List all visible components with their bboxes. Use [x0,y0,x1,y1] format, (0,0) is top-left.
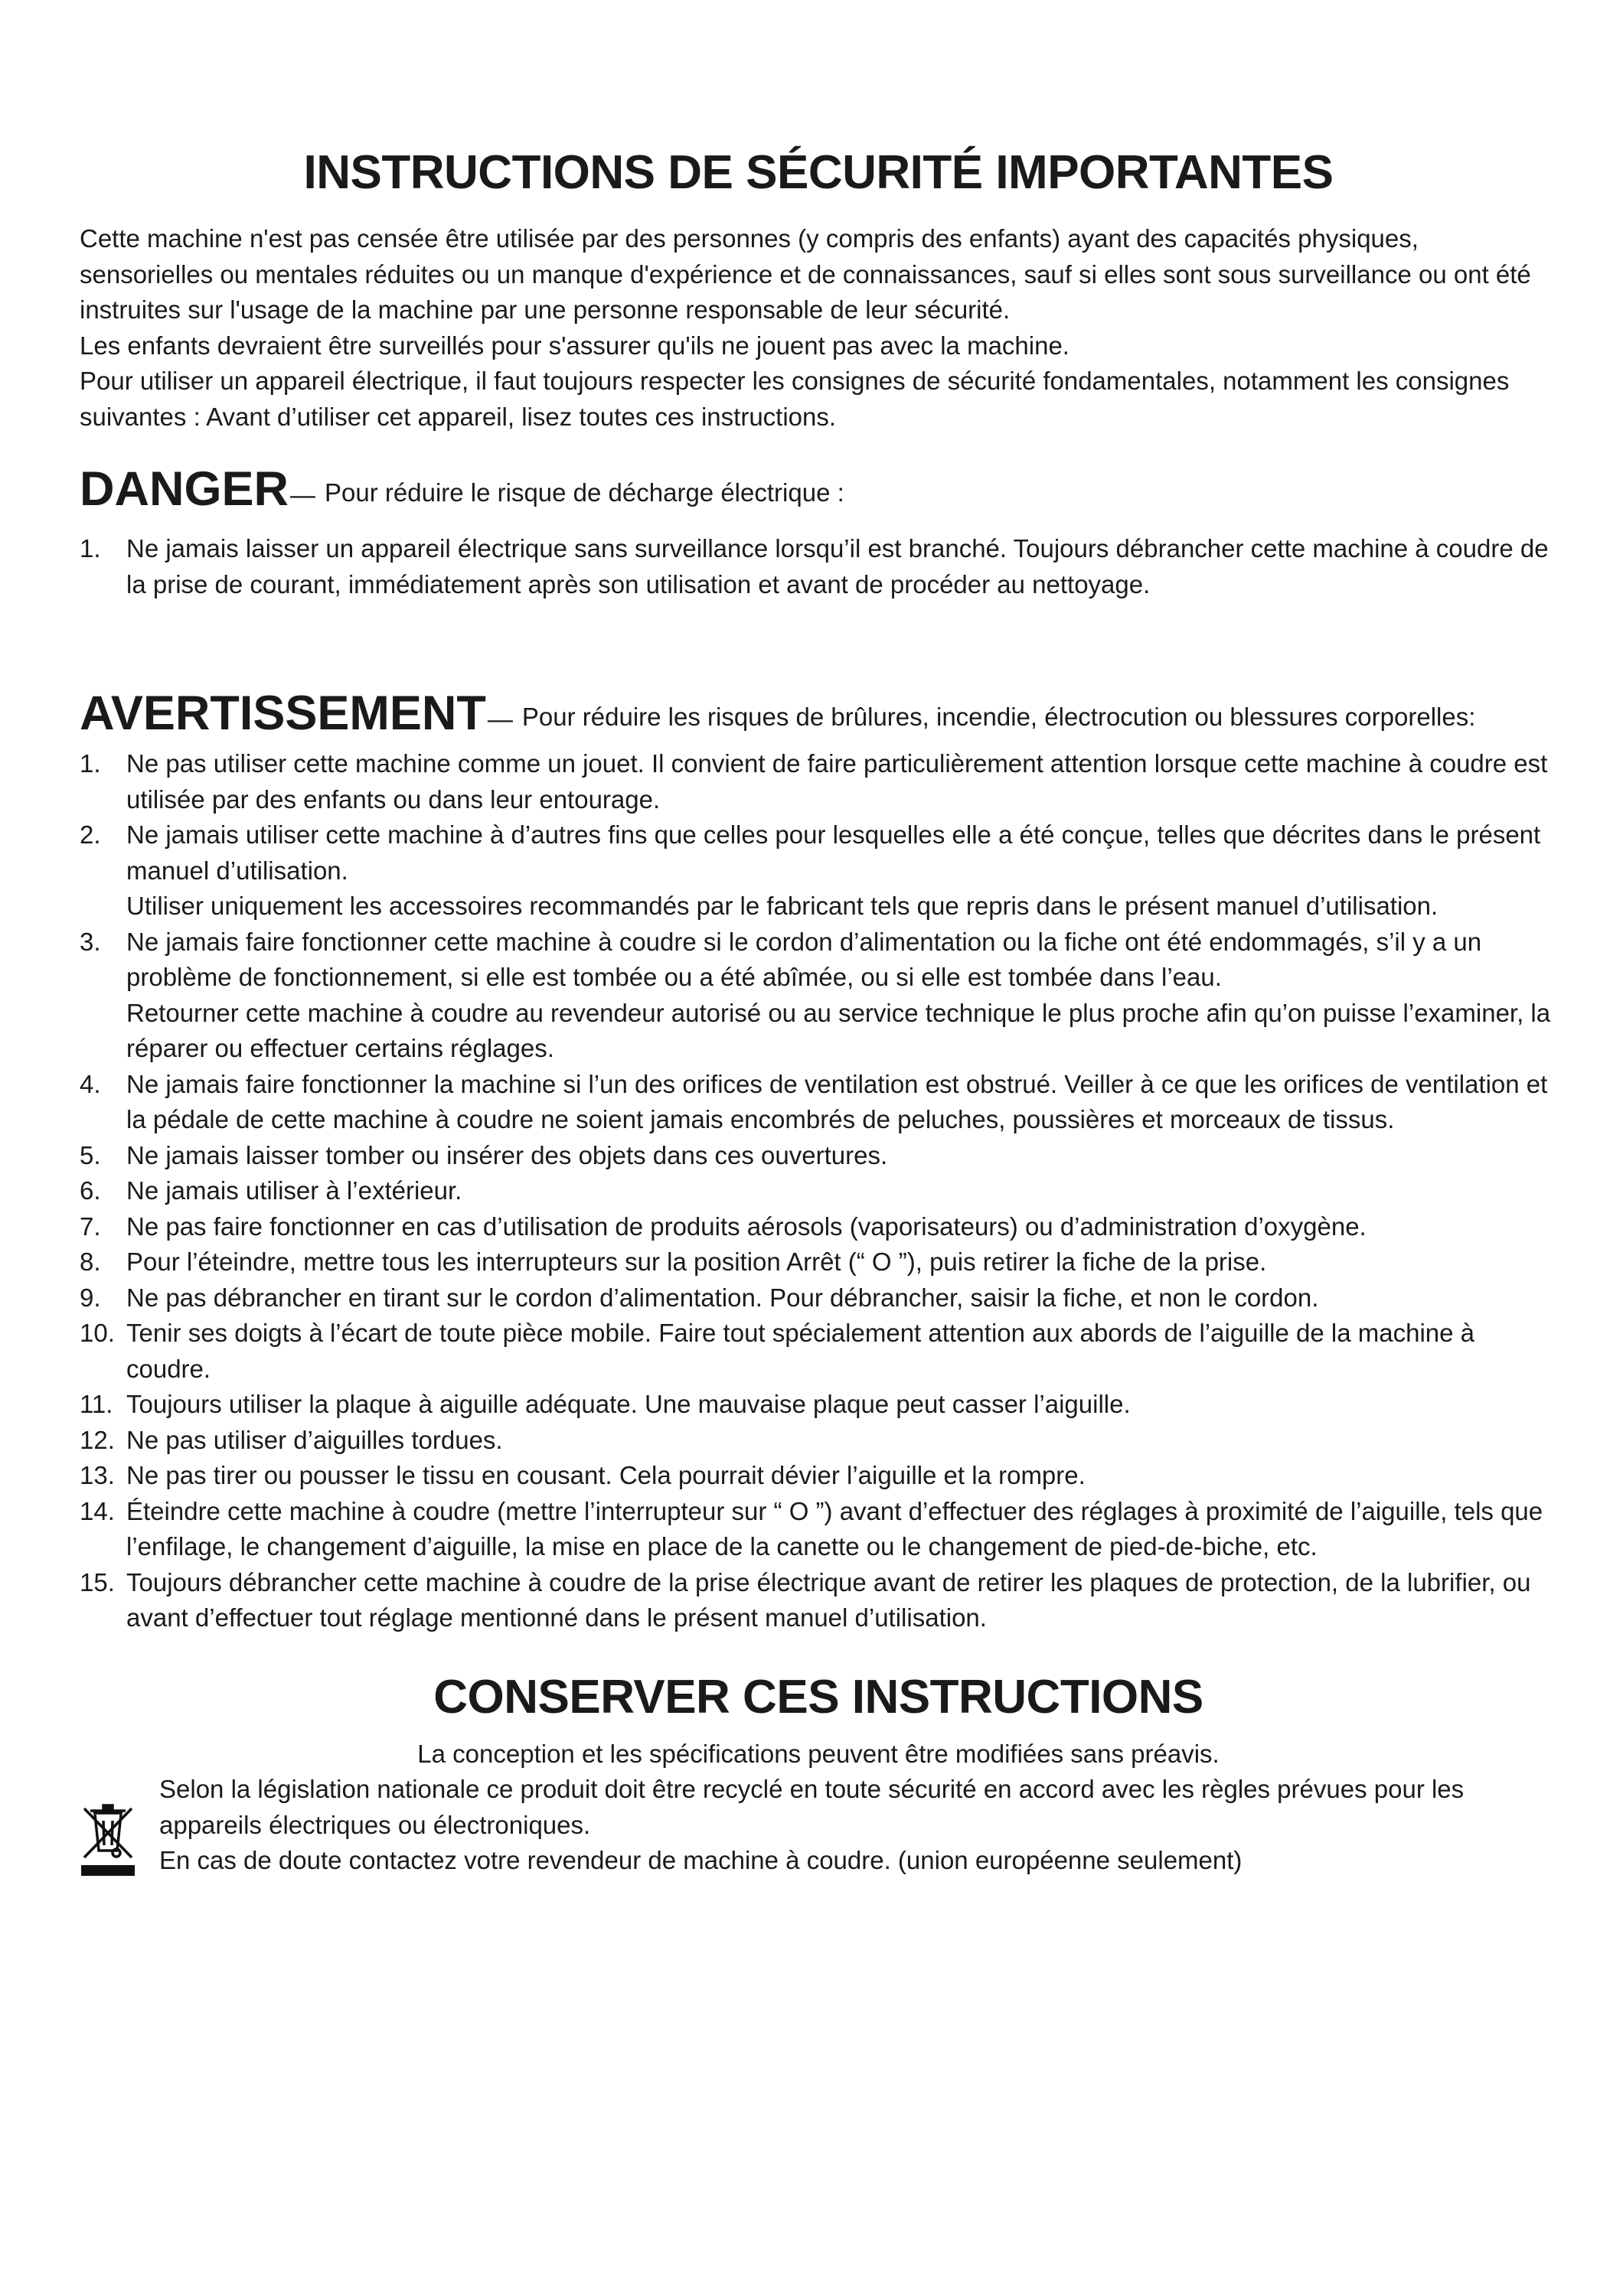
item-paragraph: Éteindre cette machine à coudre (mettre l’interrupteur sur “ O ”) avant d’effectuer des réglages à proximité de l’aiguille, tels que l’enfilage, le changement d’aiguille, la mise en place de la canette ou le changement de pied-de-biche, etc. [126,1496,1543,1561]
conserve-title: CONSERVER CES INSTRUCTIONS [433,1670,1203,1724]
design-note: La conception et les spécifications peuvent être modifiées sans préavis. [417,1739,1220,1768]
item-text [126,1423,503,1459]
item-number: 15. [80,1567,115,1596]
item-text [126,1565,1557,1636]
warning-list [80,746,1557,1636]
warning-item [80,1423,1557,1459]
warning-item [80,1458,1557,1494]
intro-paragraph: Les enfants devraient être surveillés pour s'assurer qu'ils ne jouent pas avec la machine. [80,331,1069,360]
danger-list [80,531,1557,602]
warning-item [80,1280,1557,1316]
item-paragraph: Ne jamais faire fonctionner la machine si l’un des orifices de ventilation est obstrué. Veiller à ce que les orifices de ventilation et la pédale de cette machine à coudre ne soient jamais encombrés de peluches, poussières et morceaux de tissus. [126,1069,1548,1133]
warning-item [80,1387,1557,1423]
item-paragraph: Retourner cette machine à coudre au revendeur autorisé ou au service technique le plus proche afin qu’on puisse l’examiner, la réparer ou effectuer certains réglages. [126,998,1551,1062]
item-number: 6. [80,1176,101,1205]
intro-paragraph: Pour utiliser un appareil électrique, il faut toujours respecter les consignes de sécurité fondamentales, notamment les consignes suivantes : Avant d’utiliser cet appareil, lisez toutes ces instructions. [80,367,1510,431]
warning-item [80,746,1557,817]
warning-description: Pour réduire les risques de brûlures, incendie, électrocution ou blessures corporelles: [521,703,1476,731]
item-text [126,817,1557,925]
weee-crossed-bin-icon [80,1772,159,1887]
item-number: 1. [80,534,101,563]
danger-dash: — [290,481,316,509]
item-text [126,1244,1266,1280]
warning-item [80,1209,1557,1245]
warning-item [80,817,1557,925]
warning-dash: — [487,705,513,733]
item-paragraph: Ne jamais utiliser à l’extérieur. [126,1176,462,1205]
warning-item [80,1494,1557,1565]
item-text [126,1387,1131,1423]
item-text [126,1173,462,1209]
item-paragraph: Ne pas utiliser d’aiguilles tordues. [126,1425,503,1454]
danger-description: Pour réduire le risque de décharge électrique : [325,478,844,507]
item-number: 9. [80,1283,101,1312]
recycling-notice [80,1772,1557,1887]
item-text [126,1316,1557,1387]
item-number: 11. [80,1390,113,1418]
recycling-line: En cas de doute contactez votre revendeur de machine à coudre. (union européenne seulement) [159,1846,1243,1874]
item-paragraph: Ne jamais faire fonctionner cette machine à coudre si le cordon d’alimentation ou la fiche ont été endommagés, s’il y a un problème de fonctionnement, si elle est tombée ou a été abîmée, ou si elle est tombée dans l’eau. [126,927,1482,991]
item-paragraph: Toujours débrancher cette machine à coudre de la prise électrique avant de retirer les plaques de protection, de la lubrifier, ou avant d’effectuer tout réglage mentionné dans le présent manuel d’utilisation. [126,1567,1531,1632]
item-text [126,1458,1086,1494]
item-number: 3. [80,927,101,956]
recycling-line: Selon la législation nationale ce produit doit être recyclé en toute sécurité en accord avec les règles prévues pour les appareils électriques ou électroniques. [159,1775,1465,1839]
danger-item [80,531,1557,602]
item-paragraph: Toujours utiliser la plaque à aiguille adéquate. Une mauvaise plaque peut casser l’aiguille. [126,1390,1131,1418]
item-number: 7. [80,1212,101,1241]
page-title: INSTRUCTIONS DE SÉCURITÉ IMPORTANTES [303,146,1334,199]
warning-item [80,1316,1557,1387]
item-paragraph: Pour l’éteindre, mettre tous les interrupteurs sur la position Arrêt (“ O ”), puis retirer la fiche de la prise. [126,1247,1267,1276]
item-paragraph: Ne pas débrancher en tirant sur le cordon d’alimentation. Pour débrancher, saisir la fiche, et non le cordon. [126,1283,1319,1312]
recycling-text [159,1772,1557,1879]
item-number: 14. [80,1496,115,1525]
item-text [126,746,1557,817]
item-paragraph: Ne jamais laisser tomber ou insérer des objets dans ces ouvertures. [126,1140,888,1169]
document-page [80,145,1557,1887]
warning-item [80,925,1557,1067]
item-number: 1. [80,749,101,778]
item-text [126,1280,1318,1316]
item-number: 12. [80,1425,115,1454]
item-paragraph: Tenir ses doigts à l’écart de toute pièce mobile. Faire tout spécialement attention aux abords de l’aiguille de la machine à coudre. [126,1319,1475,1383]
item-number: 8. [80,1247,101,1276]
warning-item [80,1138,1557,1174]
item-number: 10. [80,1319,115,1347]
item-paragraph: Ne pas tirer ou pousser le tissu en cousant. Cela pourrait dévier l’aiguille et la rompre. [126,1461,1086,1489]
item-paragraph: Utiliser uniquement les accessoires recommandés par le fabricant tels que repris dans le présent manuel d’utilisation. [126,892,1438,920]
item-text [126,1209,1367,1245]
danger-word: DANGER [80,462,289,516]
intro-section [80,221,1557,435]
danger-heading [80,462,1557,516]
intro-paragraph: Cette machine n'est pas censée être utilisée par des personnes (y compris des enfants) ayant des capacités physiques, sensorielles ou mentales réduites ou un manque d'expérience et de connaissances, sauf si elles sont sous surveillance ou ont été instruites sur l'usage de la machine par une personne responsable de leur sécurité. [80,224,1531,324]
item-text [126,1067,1557,1138]
item-text [126,925,1557,1067]
item-paragraph: Ne jamais laisser un appareil électrique sans surveillance lorsqu’il est branché. Toujours débrancher cette machine à coudre de la prise de courant, immédiatement après son utilisation et avant de procéder au nettoyage. [126,534,1549,598]
warning-item [80,1244,1557,1280]
warning-item [80,1173,1557,1209]
warning-word: AVERTISSEMENT [80,687,486,740]
item-paragraph: Ne jamais utiliser cette machine à d’autres fins que celles pour lesquelles elle a été conçue, telles que décrites dans le présent manuel d’utilisation. [126,820,1541,885]
item-paragraph: Ne pas utiliser cette machine comme un jouet. Il convient de faire particulièrement attention lorsque cette machine à coudre est utilisée par des enfants ou dans leur entourage. [126,749,1548,814]
warning-heading [80,687,1557,740]
item-text [126,1494,1557,1565]
item-paragraph: Ne pas faire fonctionner en cas d’utilisation de produits aérosols (vaporisateurs) ou d’administration d’oxygène. [126,1212,1367,1241]
item-text [126,1138,887,1174]
item-number: 13. [80,1461,115,1489]
item-number: 2. [80,820,101,849]
warning-item [80,1067,1557,1138]
item-number: 4. [80,1069,101,1098]
item-number: 5. [80,1140,101,1169]
item-text [126,531,1557,602]
warning-item [80,1565,1557,1636]
